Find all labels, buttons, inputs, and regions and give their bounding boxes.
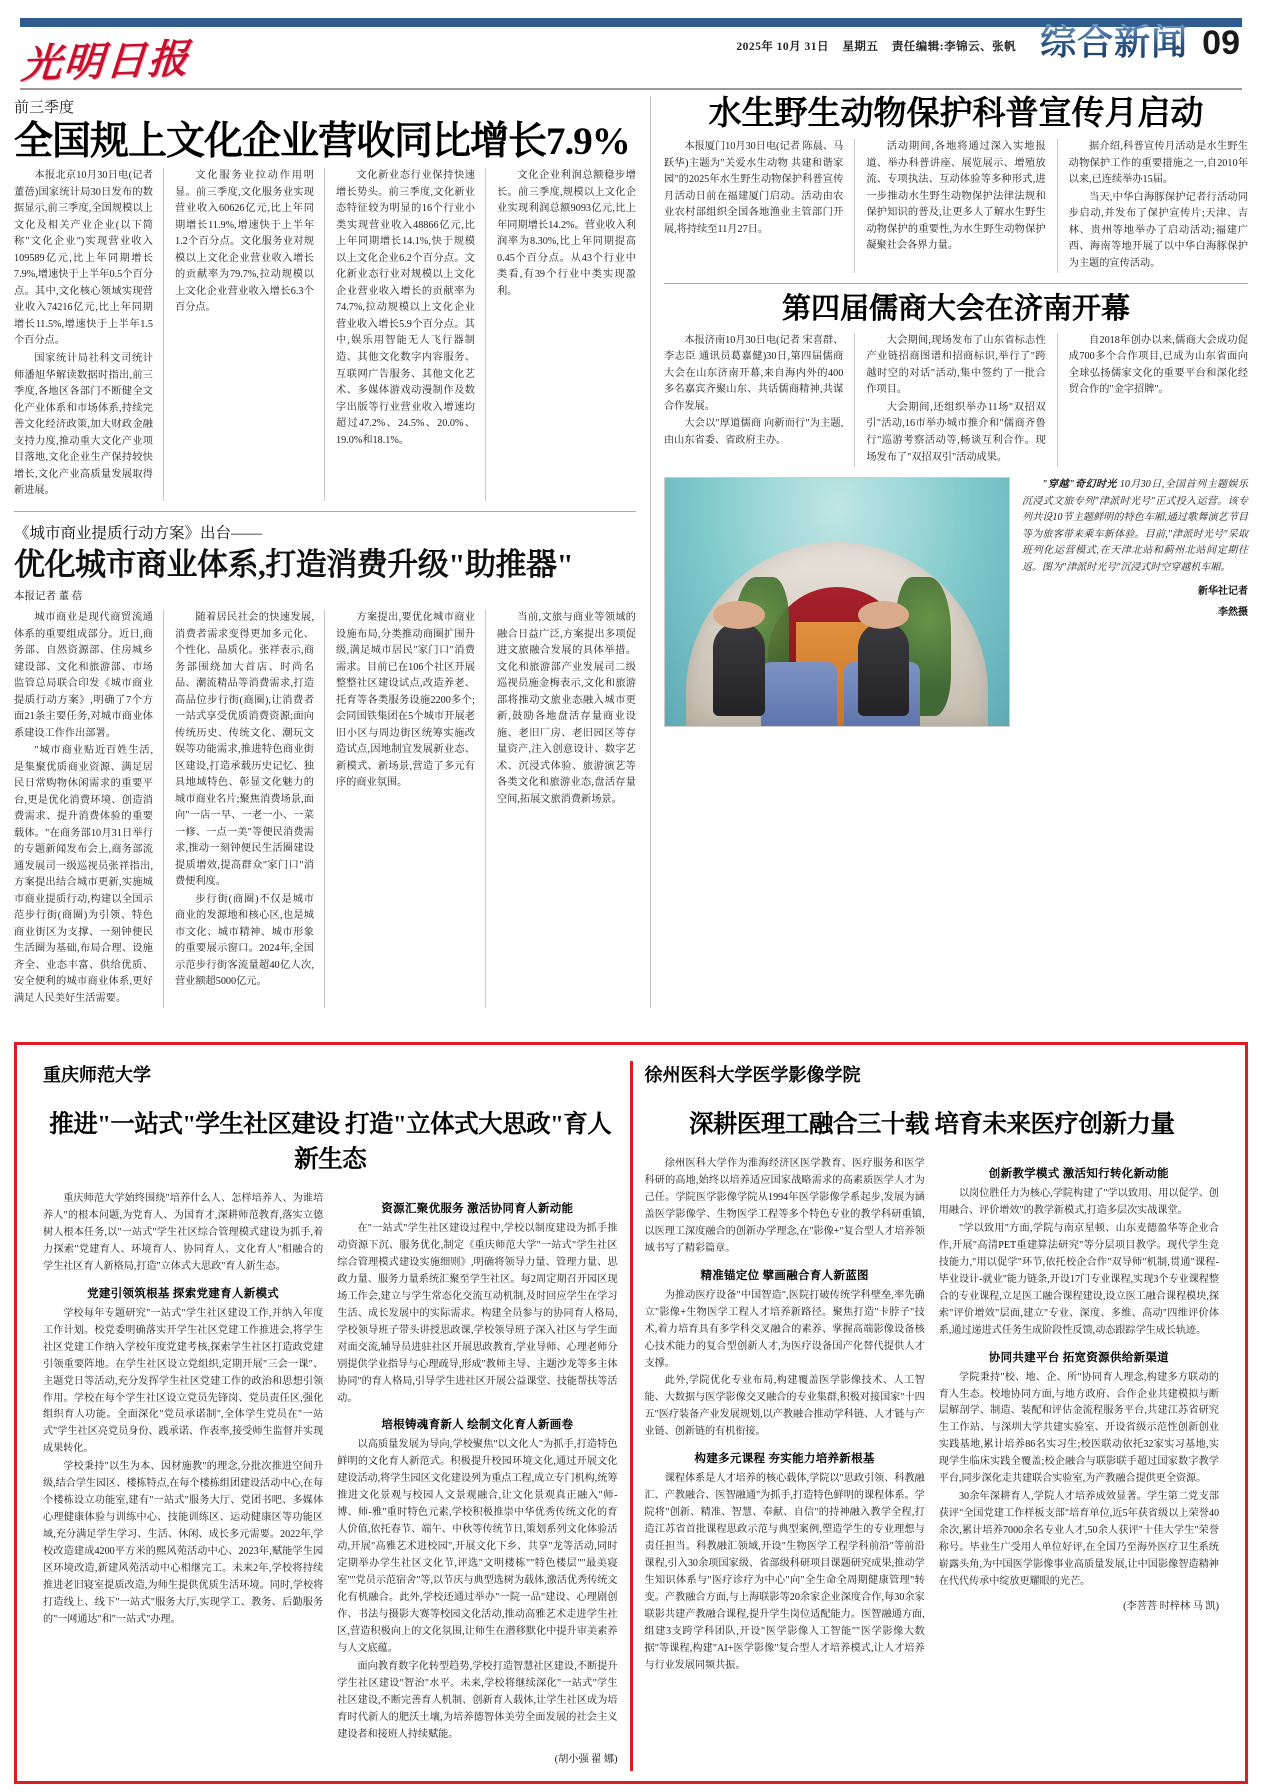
- photo-caption: [1022, 477, 1248, 576]
- highlighted-feature-box: [14, 1042, 1248, 1784]
- feature-right-s2-p1: 为推动医疗设备"中国智造",医院打破传统学科壁垒,率先确立"影像+生物医学工程人才培养新路径。聚焦打造"卡脖子"技术,着力培育具有多学科交叉融合的素养、掌握高端影像设备核心技术能力的复合型创新人才,为医疗设备国产化替代提供人才支撑。: [644, 1289, 925, 1369]
- section-name: 综合新闻: [1040, 22, 1189, 62]
- article-1-para-4: 文化新业态行业保持快速增长势头。前三季度,文化新业态特征较为明显的16个行业小类实现营业收入48866亿元,比上年同期增长14.1%,快于规模以上文化企业6.2个百分点。文化新业态行业对规模以上文化企业营业收入增长的贡献率为74.7%,拉动规模以上文化企业营业收入增长5.9个百分点。其中,娱乐用智能无人飞行器制造、其他文化数字内容服务、互联网广告服务、其他文化艺术、多媒体游戏动漫制作及数字出版等行业营业收入增速均超过47.2%、24.5%、20.0%、19.0%和18.1%。: [336, 170, 475, 446]
- photo-person-1: [713, 622, 765, 716]
- feature-left-columns: [43, 1191, 618, 1765]
- article-3-para-4: 当天,中华白海豚保护记者行活动同步启动,并发布了保护宣传片;天津、吉林、贵州等地举办了启动活动;福建广西、海南等地开展了以中华白海豚保护为主题的宣传活动。: [1068, 191, 1248, 269]
- article-1-para-2: 国家统计局社科文司统计师潘旭华解读数据时指出,前三季度,各地区各部门不断健全文化产业体系和市场体系,持续完善文化经济政策,加大财政金融支持力度,推动重大文化产业项目落地,文化企业生产保持较快增长,文化产业高质量发展取得新进展。: [14, 353, 153, 497]
- feature-left-subhead-2b: 培根铸魂育新人 绘制文化育人新画卷: [381, 1419, 574, 1432]
- article-1-col-2: [163, 168, 314, 500]
- article-4-para-2: 大会以"厚道儒商 向新而行"为主题,由山东省委、省政府主办。: [664, 418, 844, 446]
- article-2-col-1: [14, 610, 153, 1008]
- photo-caption-block: [1022, 477, 1248, 727]
- publication-weekday: 星期五: [842, 41, 879, 53]
- feature-right-intro: 徐州医科大学作为淮海经济区医学教育、医疗服务和医学科研的高地,始终以培养适应国家战略需求的高素质医学人才为己任。学院医学影像学院从1994年医学影像学系起步,发展为涵盖医学影像学、生物医学工程等多个特色专业的教学科研重镇,以医理工深度融合的创新办学理念,在"影像+"复合型人才培养领域书写了精彩篇章。: [644, 1158, 925, 1254]
- article-4-col-2: [854, 333, 1045, 467]
- article-4-col-3: [1057, 333, 1248, 467]
- article-2-col-4: [485, 610, 636, 1008]
- article-2-header: [14, 521, 636, 603]
- article-3-col-2: [854, 139, 1045, 273]
- photo-caption-body: 10月30日,全国首列主题娱乐沉浸式文旅专列"津派时光号"正式投入运营。该专列共设10节主题鲜明的特色车厢,通过歌舞演艺节目等为旅客带来乘车新体验。目前,"津派时光号"采取班列化运营模式,在天津北站和蓟州北站间定期往返。图为"津派时光号"沉浸式时空穿越机车厢。: [1022, 479, 1249, 573]
- feature-right-col-2: [939, 1156, 1219, 1676]
- feature-left-organization: 重庆师范大学: [43, 1065, 151, 1085]
- article-2-col-3: [324, 610, 475, 1008]
- article-1-col-3: [324, 168, 475, 500]
- article-2-para-3: 随着居民社会的快速发展,消费者需求变得更加多元化、个性化、品质化。张祥表示,商务部围绕加大首店、时尚名品、潮流精品等消费需求,打造高品位步行街(商圈),让消费者一站式享受优质消费资源;面向传统历史、传统文化、潮玩文娱等功能需求,推进特色商业街区建设,打造承载历史记忆、独具地域特色、彰显文化魅力的城市商业名片;聚焦消费场景,面向"一店一早、一老一小、一菜一修、一点一美"等便民消费需求,推动一刻钟便民生活圈建设提质增效,提高群众"家门口"消费便利度。: [175, 612, 314, 888]
- article-4-para-4: 大会期间,还组织举办11场"双招双引"活动,16市举办城市推介和"儒商齐鲁行"巡游考察活动等,畅谈互利合作。现场发布了"双招双引"活动成果。: [866, 401, 1046, 463]
- feature-left-s1-p2: 学校秉持"以生为本、因材施教"的理念,分批次推进空间升级,结合学生园区、楼栋特点,在每个楼栋组团建设活动中心,在每个楼栋设立功能室,建有"一站式"服务大厅、党团书吧、多媒体心理健康体验与训练中心、技能训练区、运动健康区等功能区域,充分满足学生学习、生活、休闲、成长多元需要。2022年,学校改造建成4200平方米的熙风苑活动中心、2023年,赋能学生园区环境改造,新建风苑活动中心相继完工。未来2年,学校将持续推进老旧寝室提质改造,为师生提供优质生活环境。同时,学校将打造线上、线下"一站式"服务大厅,实现学工、教务、后勤服务的"一网通达"和"一站式"办理。: [43, 1461, 324, 1625]
- article-4-para-3: 大会期间,现场发布了山东省标志性产业链招商图谱和招商标识,举行了"跨越时空的对话"活动,集中签约了一批合作项目。: [866, 334, 1046, 396]
- article-1-para-5: 文化企业利润总额稳步增长。前三季度,规模以上文化企业实现利润总额9093亿元,比上年同期增长14.2%。营业收入利润率为8.30%,比上年同期提高0.45个百分点。从43个行业中类看,有39个行业中类实现盈利。: [497, 170, 636, 297]
- feature-right-subhead-4: 协同共建平台 拓宽资源供给新渠道: [988, 1351, 1169, 1364]
- feature-right-signature: (李菩菩 时梓林 马 凯): [1123, 1600, 1219, 1612]
- article-1-para-1: 本报北京10月30日电(记者 董蓓)国家统计局30日发布的数据显示,前三季度,全国规模以上文化及相关产业企业(以下简称"文化企业")实现营业收入109589亿元,比上年同期增长7.9%,增速快于上半年0.5个百分点。其中,文化核心领域实现营业收入74216亿元,比上年同期增长11.5%,增速快于上半年1.5个百分点。: [14, 170, 153, 347]
- feature-right-s4-p1: 学院秉持"校、地、企、所"协同育人理念,构建多方联动的育人生态。校地协同方面,与地方政府、合作企业共建模拟与断层解剖学、制造、装配和评估金流程服务平台,共建江苏省研究生工作站、与深圳大学共建实验室、开设省级示范性创新创业实践基地,累计培养86名实习生;校医联动依托32家实习基地,实现学生临床实践全覆盖;校企融合与联影联手超过国家数字教学平台,同步深化走共建联合实验室,为产教融合提供更全资源。: [938, 1371, 1219, 1485]
- article-3-body: [664, 139, 1248, 273]
- photo-person-1-head: [713, 601, 765, 629]
- article-divider-1: [14, 511, 636, 512]
- article-2-col-2: [163, 610, 314, 1008]
- feature-left-subhead-1: 党建引领筑根基 探索党建育人新模式: [87, 1287, 280, 1300]
- article-2-headline: 优化城市商业体系,打造消费升级"助推器": [14, 546, 574, 582]
- photo-credit-agency: 新华社记者: [1198, 586, 1248, 598]
- photo-person-2: [858, 622, 910, 716]
- article-divider-2: [664, 283, 1248, 284]
- photo-caption-lead: "穿越"奇幻时光: [1042, 479, 1117, 491]
- feature-left-subhead-2: 资源汇聚优服务 激活协同育人新动能: [381, 1203, 574, 1215]
- masthead-right: [736, 24, 1240, 60]
- article-2-para-2: "城市商业贴近百姓生活,是集聚优质商业资源、满足居民日常购物休闲需求的重要平台,更是优化消费环境、创造消费需求、提升消费体验的重要载体。"在商务部10月31日举行的专题新闻发布会上,商务部流通发展司一级巡视员张祥指出,方案提出结合城市更新,实施城市商业提质行动,构建以全国示范步行街(商圈)为引领、特色商业街区为支撑、一刻钟便民生活圈为基础,布局合理、设施齐全、业态丰富、供给优质、安全便利的城市商业体系,更好满足人民美好生活需要。: [14, 745, 153, 1004]
- feature-left-title: 推进"一站式"学生社区建设 打造"立体式大思政"育人新生态: [49, 1111, 612, 1173]
- photo-seat-1: [761, 662, 837, 726]
- article-3-headline: 水生野生动物保护科普宣传月启动: [708, 96, 1204, 132]
- article-3-para-3: 据介绍,科普宣传月活动是水生野生动物保护工作的重要措施之一,自2010年以来,已连续举办15届。: [1068, 141, 1248, 186]
- article-1-headline: 全国规上文化企业营收同比增长7.9%: [14, 120, 630, 163]
- article-1-body: [14, 168, 636, 500]
- article-2-para-5: 方案提出,要优化城市商业设施布局,分类推动商圈扩围升级,满足城市居民"家门口"消费需求。目前已在106个社区开展整整社区建设试点,改造养老、托育等各类服务设施2200多个;会同国铁集团在5个城市开展老旧小区与周边街区统筹实施改造试点,因地制宜发展新业态、新模式、新场景,营造了多元有序的商业氛围。: [336, 612, 475, 789]
- masthead: [14, 0, 1248, 92]
- article-4-col-1: [664, 333, 843, 467]
- feature-right-s4-p2: 30余年深耕育人,学院人才培养成效显著。学生第二党支部获评"全国党建工作样板支部"培育单位,近5年获省级以上荣誉40余次,累计培养7000余名专业人才,50余人获评"十佳大学生"荣誉称号。毕业生广受用人单位好评,在全国乃至海外医疗卫生系统崭露头角,为中国医学影像事业高质量发展,让中国影像智造精神在代代传承中绽放更耀眼的光芒。: [938, 1491, 1219, 1588]
- article-3-col-3: [1057, 139, 1248, 273]
- feature-left-col-1: [43, 1191, 323, 1765]
- article-1-para-3: 文化服务业拉动作用明显。前三季度,文化服务业实现营业收入60626亿元,比上年同期增长11.9%,增速快于上半年1.2个百分点。文化服务业对规模以上文化企业营业收入增长的贡献率为79.7%,拉动规模以上文化企业营业收入增长6.3个百分点。: [175, 170, 314, 314]
- photo-credit-photographer: 李然摄: [1218, 607, 1248, 619]
- article-2-body: [14, 610, 636, 1008]
- article-1-col-4: [485, 168, 636, 500]
- news-photo: [664, 477, 1010, 727]
- feature-left-s3-p2: 面向教育数字化转型趋势,学校打造智慧社区建设,不断提升学生社区建设"智治"水平。未来,学校将继续深化"一站式"学生社区建设,不断完善育人机制、创新育人载体,让学生社区成为培育时代新人的肥沃土壤,为培养德智体美劳全面发展的社会主义建设者和接班人持续赋能。: [337, 1660, 618, 1740]
- feature-left-intro: 重庆师范大学始终围绕"培养什么人、怎样培养人、为谁培养人"的根本问题,为党育人、为国育才,深耕师范教育,落实立德树人根本任务,以"一站式"学生社区综合管理模式建设为抓手,着力探索"党建育人、环境育人、协同育人、文化育人"相融合的学生社区育人新格局,打造"立体式大思政"育人新生态。: [43, 1193, 324, 1272]
- masthead-meta: [736, 38, 1026, 60]
- article-3-col-1: [664, 139, 843, 273]
- feature-right-col-1: [645, 1156, 925, 1676]
- feature-right-subhead-3: 构建多元课程 夯实能力培养新根基: [694, 1453, 875, 1466]
- feature-right-s1-p1: 以岗位胜任力为核心,学院构建了"学以致用、用以促学、创用融合、评价增效"的教学新模式,打造多层次实战课堂。: [938, 1188, 1219, 1216]
- photo-block: [664, 477, 1248, 727]
- feature-left: [31, 1061, 630, 1771]
- feature-right: [630, 1061, 1232, 1771]
- article-2-para-1: 城市商业是现代商贸流通体系的重要组成部分。近日,商务部、自然资源部、住房城乡建设部、文化和旅游部、市场监管总局联合印发《城市商业提质行动方案》,明确了7个方面21条主要任务,对城市商业体系建设工作作出部署。: [14, 612, 153, 739]
- feature-left-signature: (胡小强 翟 娜): [554, 1753, 618, 1765]
- feature-left-s1-p1: 学校每年专题研究"一站式"学生社区建设工作,并纳入年度工作计划。校党委明确落实开学生社区党建工作推进会,将学生社区党建工作纳入学校年度党建考核,探索学生社区打造政党建引领重要阵地。在学生社区设立党组织,定期开展"三会一课"、主题党日等活动,充分发挥学生社区党建工作的政治和思想引领作用。学校在每个学生社区设立党员先锋岗、党员责任区,强化组织育人功能。全面深化"党员承诺制",全体学生党员在"一站式"学生社区亮党员身份、践承诺、作表率,接受师生监督并实现成果转化。: [43, 1307, 324, 1455]
- feature-right-title: 深耕医理工融合三十载 培育未来医疗创新力量: [688, 1111, 1175, 1138]
- article-3-para-2: 活动期间,各地将通过深入实地报道、举办科普讲座、展览展示、增殖放流、专项执法、互动体验等多种形式,进一步推动水生野生动物保护法律法规和保护知识的普及,让更多人了解水生野生动物保护的重要性,为水生野生动物保护凝聚社会各界力量。: [866, 141, 1046, 252]
- article-4-headline: 第四届儒商大会在济南开幕: [781, 293, 1130, 326]
- feature-left-col-2: [337, 1191, 617, 1765]
- publication-date: 2025年 10月 31日: [736, 41, 830, 53]
- article-1-col-1: [14, 168, 153, 500]
- page-number: 09: [1202, 24, 1240, 62]
- feature-right-organization: 徐州医科大学医学影像学院: [644, 1065, 861, 1085]
- article-2-para-4: 步行街(商圈)不仅是城市商业的发源地和核心区,也是城市文化、城市精神、城市形象的重要展示窗口。2024年,全国示范步行街客流量超40亿人次,营业额超5000亿元。: [175, 893, 314, 988]
- article-1-kicker: 前三季度: [14, 99, 75, 116]
- feature-left-s3-p1: 以高质量发展为导向,学校聚焦"以文化人"为抓手,打造特色鲜明的文化育人新范式。积极提升校园环境文化,通过开展文化建设活动,将学生园区文化建设列为重点工程,成立专门机构,统筹推进文化景观与校园人文景观融合,让文化景观真正融入"师-博、师-雅"重时特色元素,学校积极推崇中华优秀传统文化的育人价值,依托春节、端午、中秋等传统节日,策划系列文化体验活动,开展"高雅艺术进校园",开展文化下乡、共享"龙等活动,同时定期举办学生社区文化节,评选"文明楼栋""特色楼层""最美寝室""党员示范宿舍"等,以节庆与典型选树为载体,激活优秀传统文化有机融合。此外,学校还通过举办"一院一品"建设、心理剧创作、书法与摄影大赛等校园文化活动,推动高雅艺术走进学生社区,营造积极向上的文化氛围,让师生在潜移默化中提升审美素养与人文底蕴。: [337, 1439, 618, 1654]
- masthead-bottom-rule: [20, 88, 1242, 90]
- article-1-header: [14, 96, 636, 162]
- article-3-para-1: 本报厦门10月30日电(记者 陈晨、马跃华)主题为"关爱水生动物 共建和谐家园"的2025年水生野生动物保护科普宣传月活动日前在福建厦门启动。活动由农业农村部组织全国各地渔业主管部门开展,将持续至11月27日。: [664, 141, 844, 235]
- feature-right-s3-p1: 课程体系是人才培养的核心载体,学院以"思政引领、科教融汇、产教融合、医智融通"为抓手,打造特色鲜明的课程体系。学院将"创新、精准、智慧、奉献、自信"的持神融入教学全程,打造江苏省首批课程思政示范与典型案例,塑造学生的专业理想与责任担当。科教融汇领域,开设"生物医学工程学科前沿"等前沿课程,引入30余项国家级、省部级科研项目课题研究成果,推动学生知识体系与"医疗诊疗为中心"向"全生命全周期健康管理"转变。产教融合方面,与上海联影等20余家企业深度合作,每30余家联影共建产教融合课程,提升学生岗位适配能力。医智融通方面,组建3支跨学科团队,开设"医学影像人工智能""医学影像大数据"等课程,构建"AI+医学影像"复合型人才培养模式,让人才培养与行业发展同频共振。: [644, 1473, 925, 1671]
- article-4-body: [664, 333, 1248, 467]
- right-column-group: [650, 96, 1248, 1008]
- left-column-group: [14, 96, 636, 1008]
- feature-right-columns: [645, 1156, 1220, 1676]
- feature-right-subhead-1: 创新教学模式 激活知行转化新动能: [988, 1168, 1169, 1180]
- responsible-editors: 责任编辑:李锦云、张帆: [891, 41, 1017, 53]
- article-2-byline: 本报记者 董 蓓: [14, 591, 83, 603]
- article-4-para-1: 本报济南10月30日电(记者 宋喜群、李志臣 通讯员葛嘉健)30日,第四届儒商大会在山东济南开幕,来自海内外的400多名嘉宾齐聚山东、共话儒商精神,共谋合作发展。: [664, 334, 844, 412]
- feature-right-s1-p2: "学以致用"方面,学院与南京星顿、山东麦德盈华等企业合作,开展"高清PET重建算法研究"等分层项目教学。现代学生竞技能力,"用以促学"环节,依托校企合作"双导师"机制,贯通"课程-毕业设计-就业"能力链条,开设17门专业课程,实现3个专业课程整合的专业课程,立足医工融合课程建设,设立医工融合课程模块,探索"评价增效"层面,建立"专业、深度、多维、高动"四维评价体系,通过递进式任务生成阶段性反馈,动态跟踪学生成长轨迹。: [938, 1222, 1219, 1336]
- feature-right-s2-p2: 此外,学院优化专业布局,构建覆盖医学影像技术、人工智能、大数据与医学影像交叉融合的专业集群,积极对接国家"十四五"医疗装备产业发展规划,以产教融合推动学科链、人才链与产业链、创新链的有机衔接。: [644, 1375, 925, 1438]
- article-4-para-5: 自2018年创办以来,儒商大会成功促成700多个合作项目,已成为山东省面向全球弘扬儒家文化的重要平台和深化经贸合作的"金字招牌"。: [1068, 334, 1248, 396]
- newspaper-logo: 光明日报: [19, 36, 192, 87]
- feature-left-s2-p1: 在"一站式"学生社区建设过程中,学校以制度建设为抓手推动资源下沉、服务优化,制定《重庆师范大学"一站式"学生社区综合管理模式建设实施细则》,明确将领导力量、管理力量、思政力量、服务力量系统汇聚至学生社区。每2周定期召开园区现场工作会,建立与学生常态化交流互动机制,及时回应学生在学习生活、成长发展中的实际需求。构建全员参与的协同育人格局,学校领导班子带头讲授思政课,学校领导班子深入社区与学生面对面交流,辅导员进驻社区开展思政教育,学业导师、心理老师分别提供学业指导与心理疏导,形成"教师主导、主题沙龙等多主体协同"的育人格局,引导学生进社区开展公益课堂、技能帮扶等活动。: [337, 1223, 618, 1404]
- feature-right-subhead-2: 精准锚定位 擘画融合育人新蓝图: [700, 1269, 869, 1282]
- article-2-para-6: 当前,文旅与商业等领域的融合日益广泛,方案提出多项促进文旅融合发展的具体举措。文化和旅游部产业发展司二级巡视员施金梅表示,文化和旅游部将推动文旅业态融入城市更新,鼓励各地盘活存量商业设施、老旧厂房、老旧园区等存量资产,注入创意设计、数字艺术、沉浸式体验、旅游演艺等各类文化和旅游业态,盘活存量空间,拓展文旅消费新场景。: [497, 612, 636, 805]
- top-content-zone: [14, 96, 1248, 1008]
- article-2-kicker: 《城市商业提质行动方案》出台——: [14, 524, 263, 542]
